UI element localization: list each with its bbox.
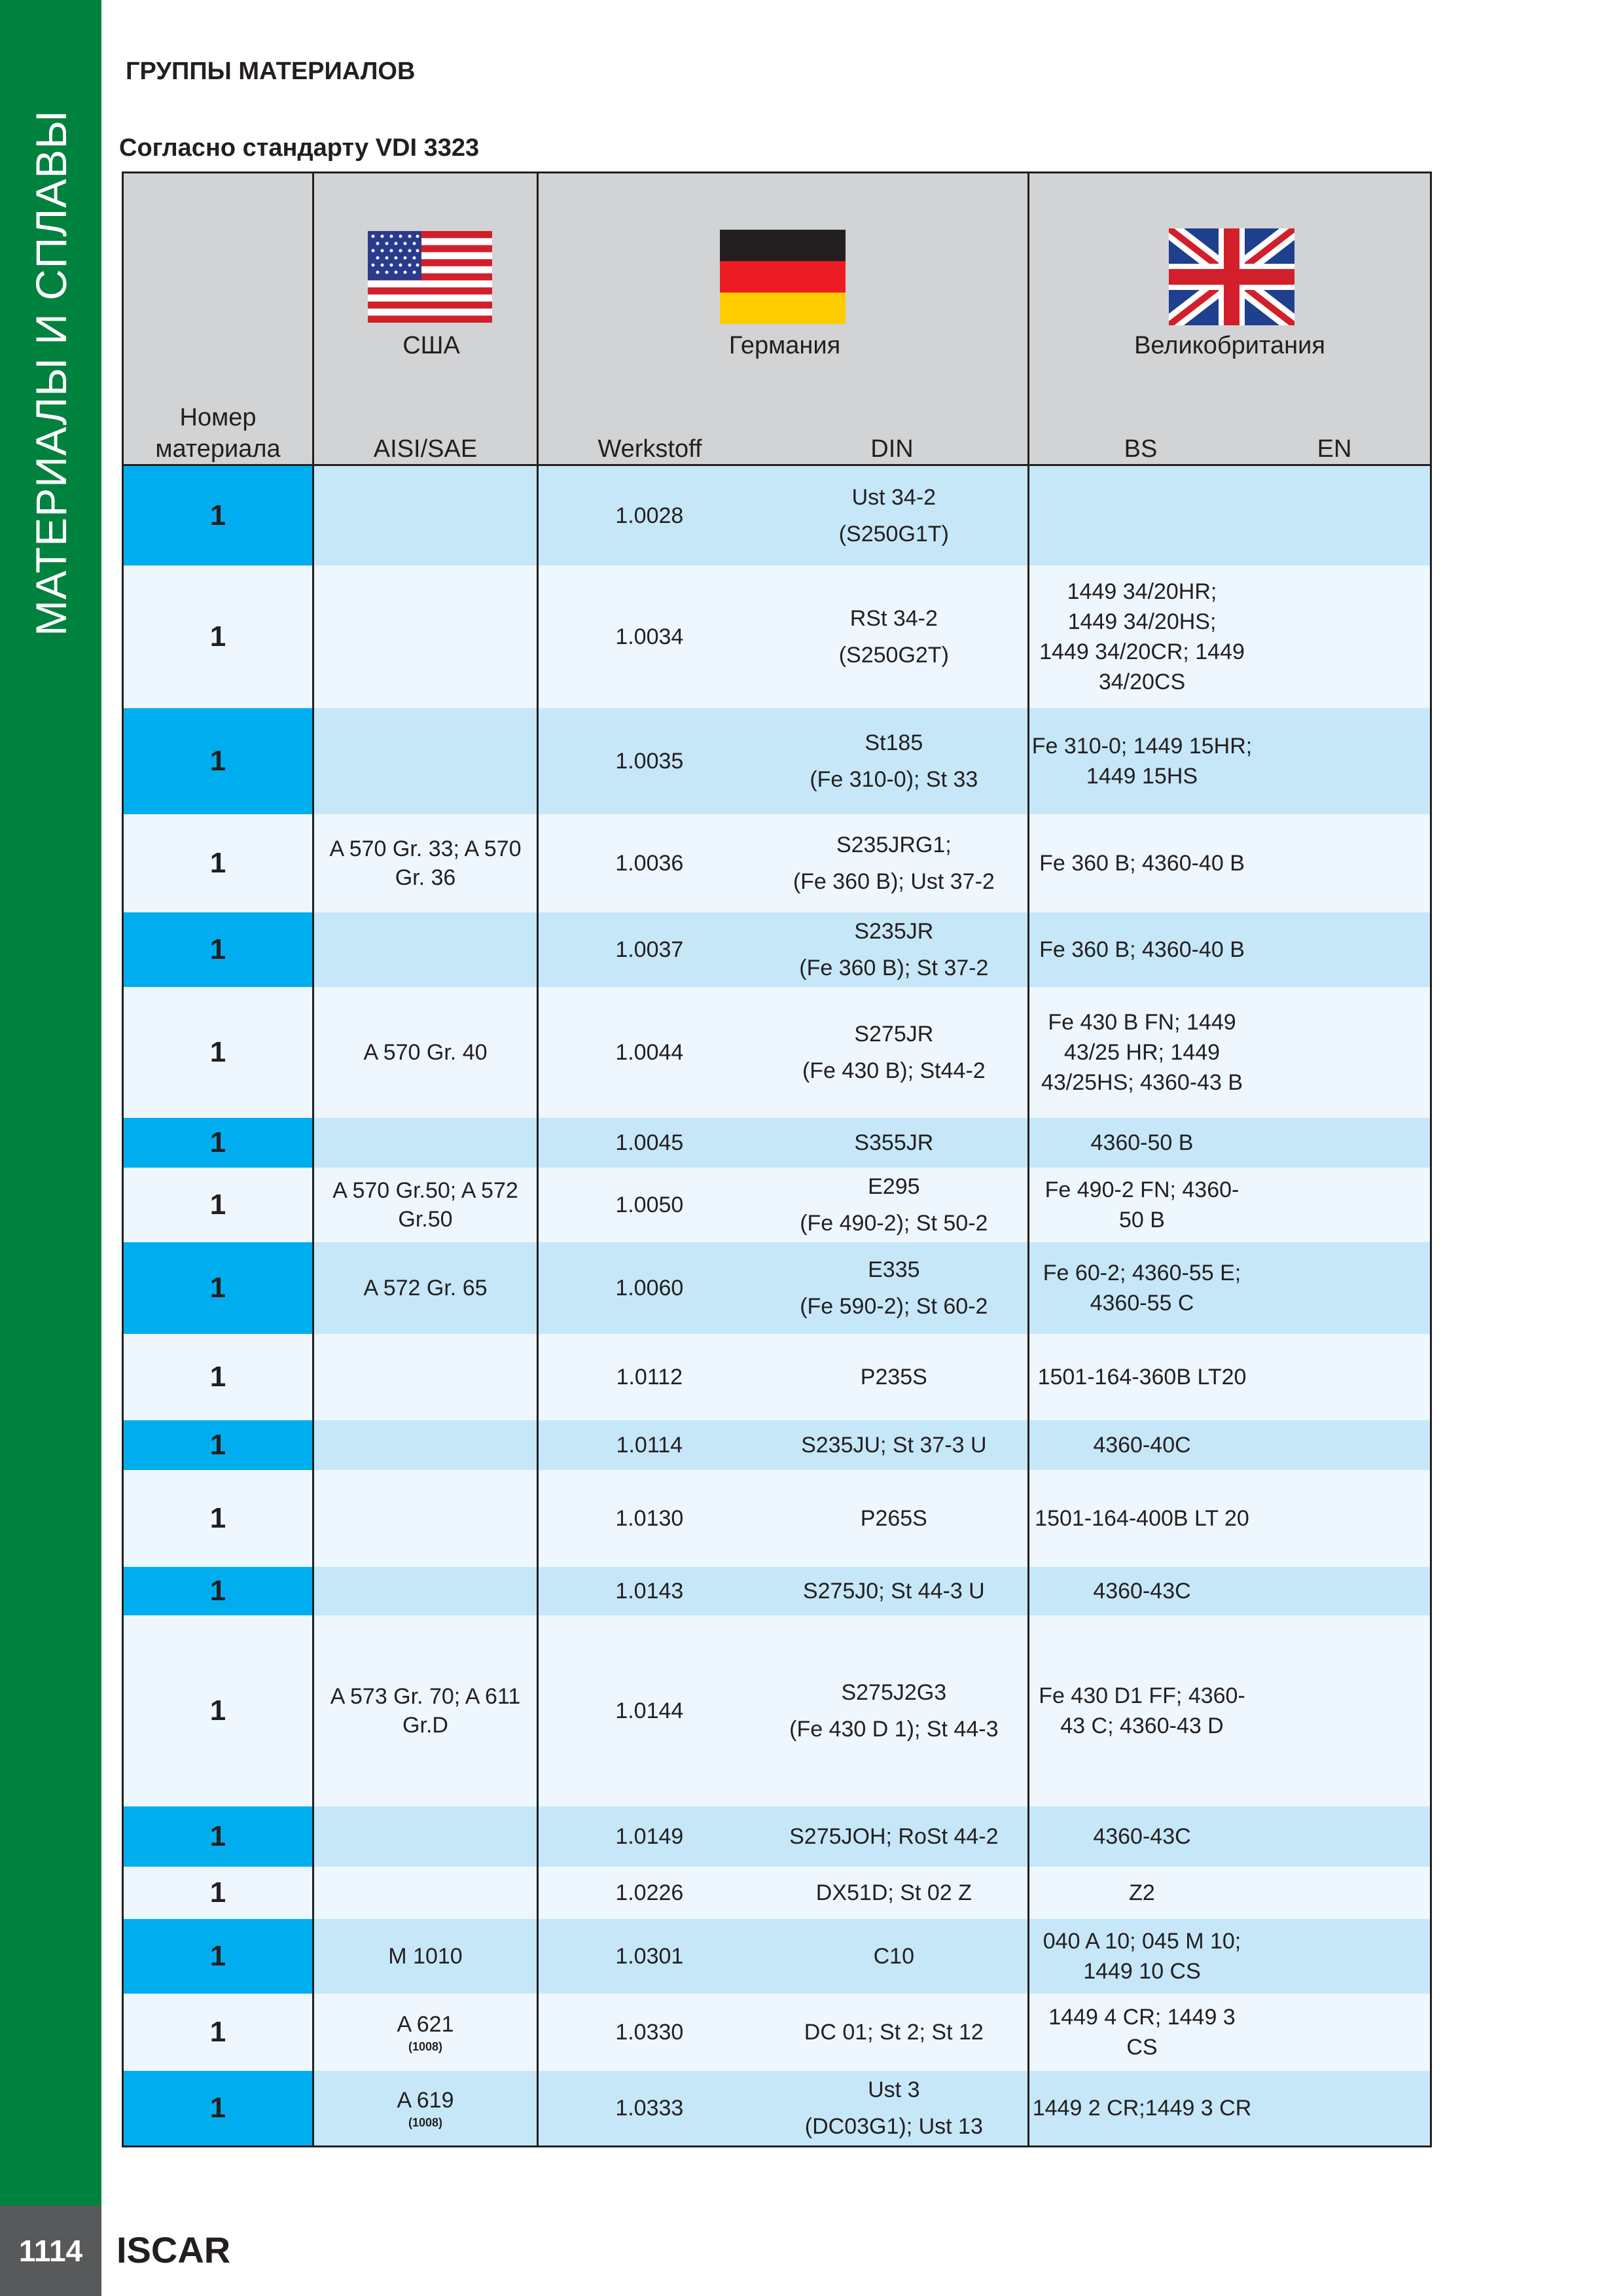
din-line: (DC03G1); Ust 13 [804,2114,983,2139]
bs-cell [1029,1128,1255,1158]
uk-cell [1027,1334,1432,1420]
header-number-line1: Номер [179,404,257,431]
bs-cell [1029,1681,1255,1741]
bs-line: 43/25HS; 4360-43 B [1041,1070,1243,1095]
germany-cell [537,565,1027,708]
aisi-cell [312,1334,537,1420]
aisi-cell [312,1470,537,1567]
bs-cell [1029,2093,1255,2123]
aisi-value: A 572 Gr. 65 [363,1276,488,1300]
table-row [122,814,1432,912]
din-line: S235JRG1; [836,833,952,857]
page-number: 1114 [0,2206,101,2296]
bs-line: 4360-55 C [1090,1291,1194,1316]
din-cell [760,565,1027,708]
bs-line: Fe 360 B; 4360-40 B [1039,851,1245,876]
usa-flag-icon [368,231,492,323]
germany-cell [537,814,1027,912]
table-row [122,1470,1432,1567]
header-din: DIN [870,435,914,463]
uk-cell [1027,2071,1432,2145]
werkstoff-value: 1.0114 [616,1432,683,1458]
header-country-germany: Германия [728,332,841,359]
aisi-value: A 570 Gr. 33; A 570 Gr. 36 [329,836,522,890]
material-number-cell: 1 [122,987,312,1118]
uk-cell [1027,1806,1432,1867]
side-bar [0,0,101,2206]
aisi-cell [312,1118,537,1168]
din-line: RSt 34-2 [849,606,938,631]
materials-table [122,171,1432,2147]
werkstoff-value: 1.0036 [615,850,684,876]
bs-cell [1029,1007,1255,1098]
din-line: (Fe 360 B); Ust 37-2 [793,869,995,894]
din-line: P235S [860,1365,927,1390]
germany-cell [537,1168,1027,1242]
material-number-cell: 1 [122,708,312,814]
germany-cell [537,1420,1027,1470]
table-row [122,1567,1432,1615]
table-row [122,1420,1432,1470]
uk-cell [1027,1567,1432,1615]
material-number-cell: 1 [122,565,312,708]
din-line: Ust 3 [868,2077,920,2102]
germany-cell [537,1806,1027,1867]
werkstoff-value: 1.0149 [615,1823,684,1849]
uk-cell [1027,1994,1432,2071]
uk-cell [1027,814,1432,912]
material-number-cell: 1 [122,1919,312,1994]
header-country-usa: США [402,332,460,359]
header-country-uk: Великобритания [1134,332,1325,359]
aisi-cell [312,1867,537,1919]
side-label: МАТЕРИАЛЫ И СПЛАВЫ [27,110,75,636]
uk-cell [1027,1615,1432,1806]
page-title: ГРУППЫ МАТЕРИАЛОВ [126,58,416,85]
din-line: (Fe 430 D 1); St 44-3 [789,1717,999,1742]
aisi-note: (1008) [408,2040,442,2053]
germany-cell [537,708,1027,814]
uk-cell [1027,1168,1432,1242]
aisi-cell [312,1242,537,1334]
table-row [122,1168,1432,1242]
table-row [122,1334,1432,1420]
material-number-cell: 1 [122,1118,312,1168]
aisi-cell [312,1919,537,1994]
uk-cell [1027,1470,1432,1567]
aisi-cell [312,1420,537,1470]
bs-cell [1029,935,1255,965]
bs-cell [1029,731,1255,791]
din-line: (S250G2T) [838,643,949,668]
bs-line: 1449 15HS [1086,764,1198,789]
uk-cell [1027,708,1432,814]
uk-cell [1027,1420,1432,1470]
aisi-cell [312,987,537,1118]
table-row [122,1615,1432,1806]
table-row [122,466,1432,565]
bs-cell [1029,1821,1255,1852]
bs-line: 1449 10 CS [1083,1959,1201,1984]
din-line: (Fe 430 B); St44-2 [802,1058,986,1083]
werkstoff-value: 1.0333 [615,2095,684,2121]
uk-cell [1027,912,1432,987]
werkstoff-value: 1.0045 [615,1130,684,1155]
aisi-cell [312,1168,537,1242]
din-cell [760,1919,1027,1994]
material-number-cell: 1 [122,912,312,987]
uk-cell [1027,565,1432,708]
bs-line: 1449 34/20CR; 1449 [1039,639,1245,664]
din-cell [760,1334,1027,1420]
werkstoff-value: 1.0330 [615,2019,684,2045]
aisi-cell [312,1567,537,1615]
werkstoff-value: 1.0044 [615,1039,684,1065]
germany-cell [537,1470,1027,1567]
din-line: E335 [868,1257,920,1282]
germany-flag-icon [720,230,846,324]
bs-line: 4360-43C [1093,1824,1191,1849]
din-cell [760,814,1027,912]
werkstoff-value: 1.0144 [615,1698,684,1723]
germany-cell [537,1994,1027,2071]
aisi-cell [312,1806,537,1867]
bs-cell [1029,848,1255,878]
aisi-cell [312,708,537,814]
table-header [122,171,1432,466]
din-line: S275J2G3 [841,1680,947,1705]
material-number-cell: 1 [122,2071,312,2145]
din-line: S235JU; St 37-3 U [801,1433,987,1458]
bs-line: 1501-164-360B LT20 [1037,1365,1247,1390]
din-cell [760,1470,1027,1567]
uk-cell [1027,1867,1432,1919]
germany-cell [537,466,1027,565]
bs-line: 34/20CS [1098,670,1186,694]
material-number-cell: 1 [122,1567,312,1615]
table-row [122,1994,1432,2071]
germany-cell [537,1867,1027,1919]
din-cell [760,1567,1027,1615]
table-row [122,1242,1432,1334]
din-line: P265S [860,1506,927,1531]
bs-line: 43/25 HR; 1449 [1063,1040,1221,1065]
din-line: (Fe 490-2); St 50-2 [800,1211,988,1236]
header-aisi: AISI/SAE [373,435,478,463]
din-cell [760,1118,1027,1168]
bs-line: 43 C; 4360-43 D [1060,1713,1224,1738]
werkstoff-value: 1.0035 [615,748,684,774]
bs-line: 4360-50 B [1090,1130,1194,1155]
table-row [122,1118,1432,1168]
din-cell [760,1420,1027,1470]
material-number-cell: 1 [122,1470,312,1567]
werkstoff-value: 1.0050 [615,1192,684,1217]
material-number-cell: 1 [122,1806,312,1867]
aisi-value: M 1010 [388,1944,463,1969]
germany-cell [537,987,1027,1118]
din-cell [760,2071,1027,2145]
din-cell [760,987,1027,1118]
din-cell [760,1806,1027,1867]
aisi-cell [312,1615,537,1806]
germany-cell [537,1919,1027,1994]
material-number-cell: 1 [122,1615,312,1806]
aisi-cell [312,814,537,912]
aisi-cell [312,2071,537,2145]
page-subtitle: Согласно стандарту VDI 3323 [119,134,480,162]
uk-cell [1027,1919,1432,1994]
din-line: S275JOH; RoSt 44-2 [789,1824,999,1849]
bs-cell [1029,1576,1255,1606]
bs-line: 1449 34/20HR; [1067,579,1217,604]
werkstoff-value: 1.0301 [615,1943,684,1969]
bs-line: 4360-43C [1093,1579,1191,1604]
uk-flag-icon [1169,228,1294,325]
din-cell [760,1615,1027,1806]
germany-cell [537,1567,1027,1615]
table-row [122,912,1432,987]
table-row [122,1867,1432,1919]
din-line: E295 [868,1174,920,1199]
header-number-line2: материала [155,435,281,463]
header-werkstoff: Werkstoff [597,435,702,463]
material-number-cell: 1 [122,1420,312,1470]
werkstoff-value: 1.0028 [615,503,684,528]
bs-line: 4360-40C [1093,1433,1191,1458]
bs-cell [1029,1503,1255,1534]
brand-logo-text: ISCAR [116,2229,231,2270]
werkstoff-value: 1.0112 [616,1364,683,1390]
bs-cell [1029,1878,1255,1908]
material-number-cell: 1 [122,1168,312,1242]
bs-line: 50 B [1119,1208,1165,1232]
aisi-value: A 619 [397,2088,454,2113]
table-row [122,2071,1432,2145]
aisi-cell [312,565,537,708]
din-line: (Fe 360 B); St 37-2 [799,956,989,980]
werkstoff-value: 1.0037 [615,937,684,962]
werkstoff-value: 1.0034 [615,624,684,649]
din-cell [760,1242,1027,1334]
werkstoff-value: 1.0143 [615,1578,684,1604]
werkstoff-value: 1.0060 [615,1275,684,1300]
bs-line: Z2 [1129,1880,1155,1905]
bs-line: 1449 34/20HS; [1067,609,1217,634]
werkstoff-value: 1.0226 [615,1880,684,1905]
bs-line: Fe 310-0; 1449 15HR; [1031,734,1253,759]
din-cell [760,1994,1027,2071]
uk-cell [1027,1118,1432,1168]
aisi-note: (1008) [408,2116,442,2129]
bs-line: 040 A 10; 045 M 10; [1043,1929,1241,1954]
bs-cell [1029,1175,1255,1235]
bs-cell [1029,1258,1255,1318]
table-body [122,466,1432,2145]
germany-cell [537,912,1027,987]
din-line: Ust 34-2 [851,485,936,510]
germany-cell [537,1242,1027,1334]
bs-line: 1449 2 CR;1449 3 CR [1032,2096,1252,2121]
din-cell [760,1867,1027,1919]
din-line: (Fe 590-2); St 60-2 [800,1294,988,1319]
aisi-value: A 621 [397,2012,454,2037]
header-en: EN [1317,435,1352,463]
table-row [122,1806,1432,1867]
bs-cell [1029,577,1255,697]
aisi-cell [312,912,537,987]
aisi-value: A 573 Gr. 70; A 611 Gr.D [330,1684,521,1738]
bs-line: Fe 490-2 FN; 4360- [1044,1177,1240,1202]
din-cell [760,708,1027,814]
table-row [122,708,1432,814]
material-number-cell: 1 [122,1334,312,1420]
bs-line: Fe 60-2; 4360-55 E; [1043,1261,1241,1285]
material-number-cell: 1 [122,466,312,565]
material-number-cell: 1 [122,814,312,912]
werkstoff-value: 1.0130 [615,1505,684,1531]
bs-line: 1449 4 CR; 1449 3 [1048,2005,1236,2030]
din-line: S355JR [854,1130,934,1155]
germany-cell [537,1334,1027,1420]
aisi-value: A 570 Gr.50; A 572 Gr.50 [332,1178,518,1232]
aisi-cell [312,1994,537,2071]
uk-cell [1027,1242,1432,1334]
din-line: C10 [873,1944,914,1969]
din-line: S235JR [854,919,934,944]
material-number-cell: 1 [122,1867,312,1919]
table-row [122,565,1432,708]
bs-line: Fe 430 D1 FF; 4360- [1039,1683,1245,1708]
bs-cell [1029,2002,1255,2062]
header-bs: BS [1124,435,1158,463]
uk-cell [1027,987,1432,1118]
bs-cell [1029,1362,1255,1392]
din-line: S275J0; St 44-3 U [802,1579,985,1604]
din-cell [760,1168,1027,1242]
table-bottom-rule [122,2145,1432,2147]
bs-line: Fe 360 B; 4360-40 B [1039,937,1245,962]
din-line: DX51D; St 02 Z [815,1880,972,1905]
bs-line: 1501-164-400B LT 20 [1035,1506,1249,1531]
material-number-cell: 1 [122,1994,312,2071]
din-line: DC 01; St 2; St 12 [804,2020,984,2045]
din-cell [760,912,1027,987]
din-cell [760,466,1027,565]
bs-cell [1029,1926,1255,1986]
germany-cell [537,1615,1027,1806]
table-row [122,987,1432,1118]
aisi-value: A 570 Gr. 40 [363,1040,488,1065]
table-row [122,1919,1432,1994]
din-line: (S250G1T) [838,522,949,547]
din-line: St185 [865,730,923,755]
bs-line: Fe 430 B FN; 1449 [1048,1010,1236,1035]
din-line: (Fe 310-0); St 33 [810,767,978,792]
germany-cell [537,1118,1027,1168]
aisi-cell [312,466,537,565]
uk-cell [1027,466,1432,565]
din-line: S275JR [854,1022,934,1047]
bs-line: CS [1126,2035,1158,2060]
bs-cell [1029,1430,1255,1460]
germany-cell [537,2071,1027,2145]
material-number-cell: 1 [122,1242,312,1334]
